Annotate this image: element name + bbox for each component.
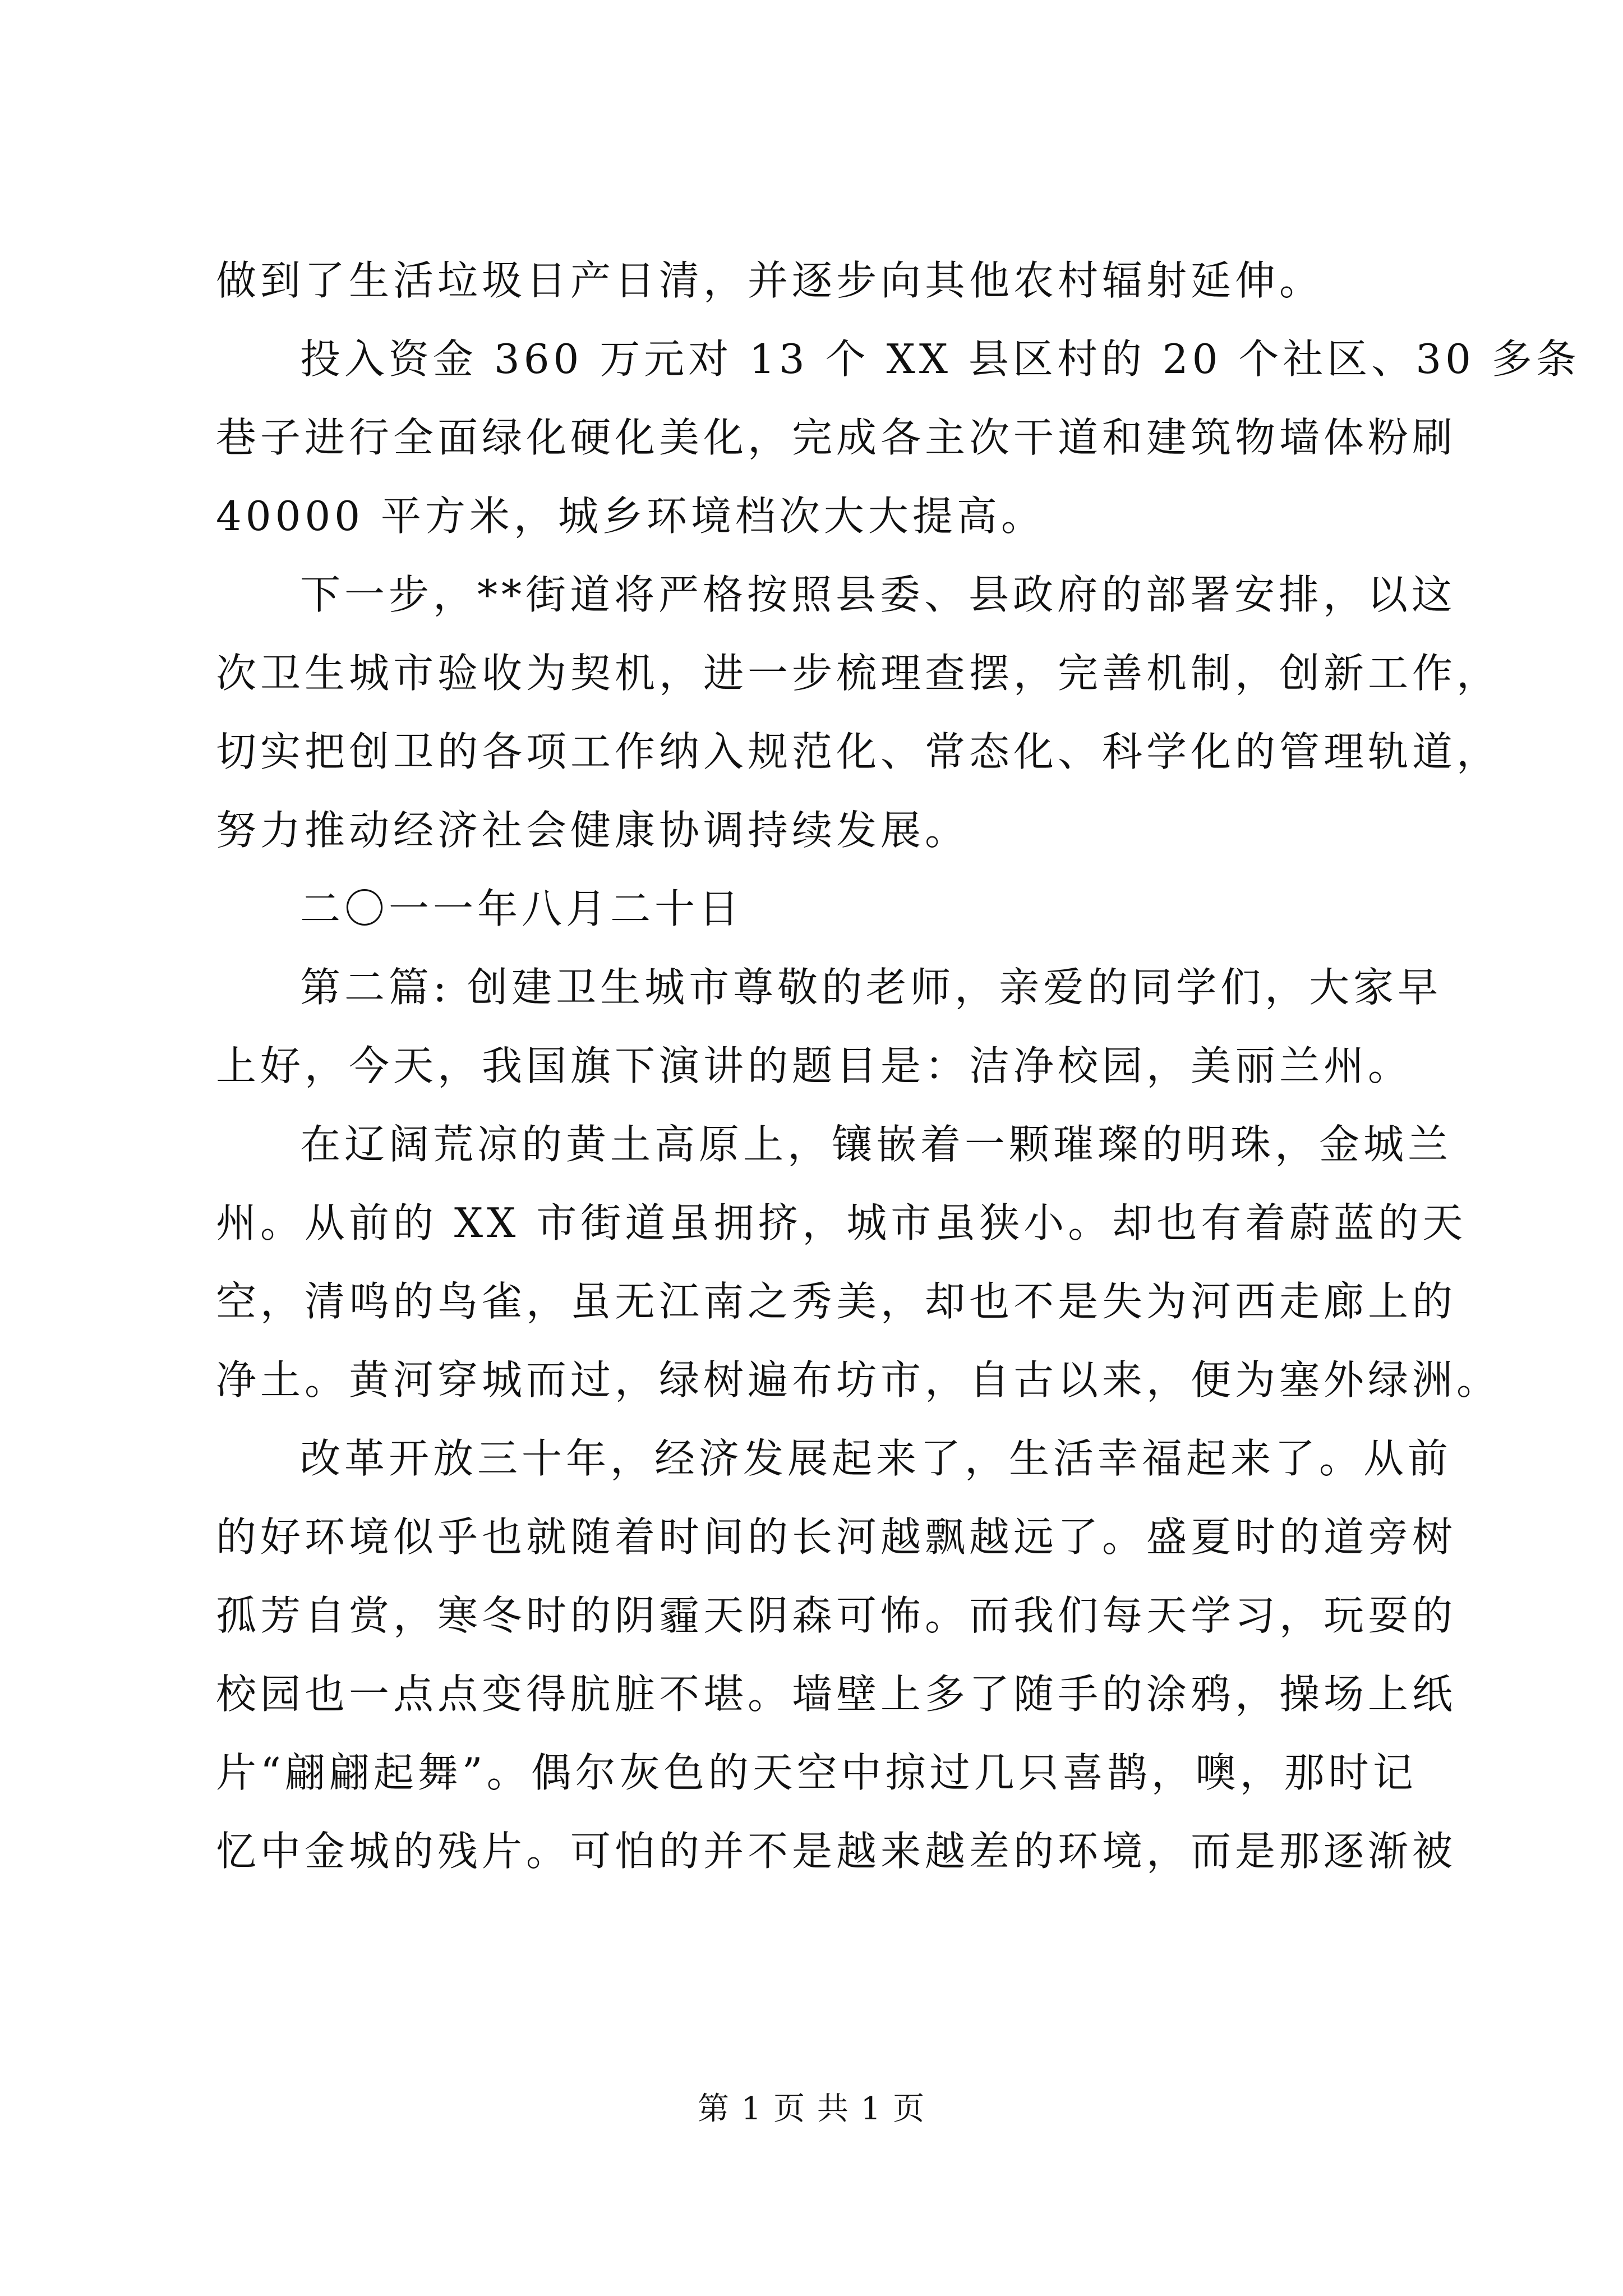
date-line — [216, 869, 1416, 948]
text-line: 州。从前的 XX 市街道虽拥挤，城市虽狭小。却也有着蔚蓝的天 — [216, 1199, 1467, 1246]
text-line: 切实把创卫的各项工作纳入规范化、常态化、科学化的管理轨道， — [216, 728, 1501, 775]
text-line: 二〇一一年八月二十日 — [300, 885, 744, 932]
paragraph-1 — [216, 241, 1416, 320]
text-line: 努力推动经济社会健康协调持续发展。 — [216, 807, 970, 854]
paragraph-2 — [216, 320, 1580, 555]
document-body — [216, 241, 1580, 1890]
text-line: 巷子进行全面绿化硬化美化，完成各主次干道和建筑物墙体粉刷 — [216, 414, 1457, 461]
text-line: 下一步，**街道将严格按照县委、县政府的部署安排，以这 — [300, 571, 1456, 618]
text-line: 投入资金 360 万元对 13 个 XX 县区村的 20 个社区、30 多条 — [300, 335, 1580, 383]
paragraph-7 — [216, 1419, 1457, 1890]
text-line: 次卫生城市验收为契机，进一步梳理查摆，完善机制，创新工作， — [216, 650, 1501, 697]
text-line: 孤芳自赏，寒冬时的阴霾天阴森可怖。而我们每天学习，玩耍的 — [216, 1592, 1457, 1639]
page-number-footer: 第 1 页 共 1 页 — [697, 2091, 926, 2127]
text-line: 改革开放三十年，经济发展起来了，生活幸福起来了。从前 — [300, 1435, 1453, 1482]
paragraph-6 — [216, 1105, 1501, 1419]
text-line: 上好，今天，我国旗下演讲的题目是：洁净校园，美丽兰州。 — [216, 1042, 1413, 1089]
text-line: 校园也一点点变得肮脏不堪。墙壁上多了随手的涂鸦，操场上纸 — [216, 1671, 1457, 1718]
paragraph-5 — [216, 948, 1442, 1105]
text-line: 的好环境似乎也就随着时间的长河越飘越远了。盛夏时的道旁树 — [216, 1513, 1457, 1561]
text-line: 第二篇: 创建卫生城市尊敬的老师，亲爱的同学们，大家早 — [300, 964, 1442, 1011]
paragraph-3 — [216, 555, 1501, 869]
text-line: 空，清鸣的鸟雀，虽无江南之秀美，却也不是失为河西走廊上的 — [216, 1278, 1457, 1325]
text-line: 40000 平方米，城乡环境档次大大提高。 — [216, 493, 1045, 540]
text-line: 做到了生活垃圾日产日清，并逐步向其他农村辐射延伸。 — [216, 257, 1324, 304]
text-line: 片“翩翩起舞”。偶尔灰色的天空中掠过几只喜鹊，噢，那时记 — [216, 1749, 1417, 1796]
text-line: 忆中金城的残片。可怕的并不是越来越差的环境，而是那逐渐被 — [216, 1828, 1457, 1875]
text-line: 在辽阔荒凉的黄土高原上，镶嵌着一颗璀璨的明珠，金城兰 — [300, 1121, 1453, 1168]
text-line: 净土。黄河穿城而过，绿树遍布坊市，自古以来，便为塞外绿洲。 — [216, 1356, 1501, 1404]
